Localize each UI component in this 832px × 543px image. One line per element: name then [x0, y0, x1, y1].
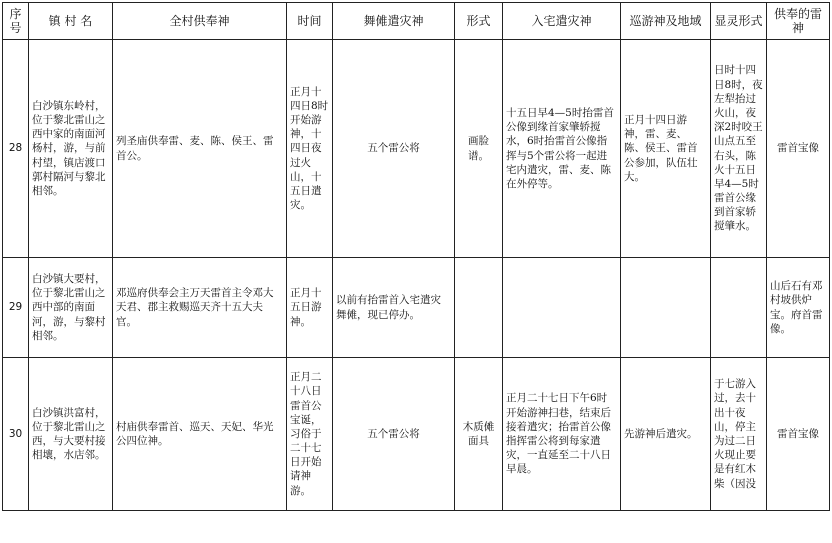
header-thunder: 供奉的雷神: [767, 3, 830, 40]
header-num: 序号: [3, 3, 29, 40]
row-time: 正月二十八日雷首公宝诞，习俗于二十七日开始请神游。: [287, 358, 333, 511]
row-home: 十五日早4—5时抬雷首公像到缘首家肇轿搅水，6时抬雷首公像指挥与5个雷公将一起进宅内遣灾，雷、麦、陈在外停等。: [503, 40, 621, 258]
row-village: 白沙镇大要村，位于黎北雷山之西中部的南面河，游，与黎村相邻。: [29, 258, 113, 358]
row-home: [503, 258, 621, 358]
header-deities: 全村供奉神: [113, 3, 287, 40]
row-manifest: 于七游入过，去十出十夜山，停主为过二日火现止要是有红木柴（因没: [711, 358, 767, 511]
row-manifest: 日时十四日8时，夜左犁抬过火山，夜深2时咬王山点五至右头，陈火十五日早4—5时雷首公缘到首家轿搅肇水。: [711, 40, 767, 258]
header-row: [3, 3, 830, 40]
row-num: 29: [3, 258, 29, 358]
row-deities: 邓巡府供奉会主万天雷首主令邓大天君、郡主救赐巡天齐十五大夫官。: [113, 258, 287, 358]
row-time: 正月十五日游神。: [287, 258, 333, 358]
header-nuo: 舞傩遣灾神: [333, 3, 455, 40]
row-home: 正月二十七日下午6时开始游神扫巷，结束后接着遣灾；抬雷首公像指挥雷公将到每家遣灾，一直延至二十八日早晨。: [503, 358, 621, 511]
row-thunder: 雷首宝像: [767, 358, 830, 511]
row-nuo: 以前有抬雷首入宅遣灾舞傩，现已停办。: [333, 258, 455, 358]
header-village: 镇 村 名: [29, 3, 113, 40]
row-num: 30: [3, 358, 29, 511]
header-home: 入宅遣灾神: [503, 3, 621, 40]
row-manifest: [711, 258, 767, 358]
row-deities: 列圣庙供奉雷、麦、陈、侯王、雷首公。: [113, 40, 287, 258]
row-tour: 正月十四日游神，雷、麦、陈、侯王、雷首公参加，队伍壮大。: [621, 40, 711, 258]
header-tour: 巡游神及地域: [621, 3, 711, 40]
header-form: 形式: [455, 3, 503, 40]
row-form: 画脸谱。: [455, 40, 503, 258]
row-nuo: 五个雷公将: [333, 40, 455, 258]
table-row: [3, 258, 830, 358]
row-deities: 村庙供奉雷首、巡天、天妃、华光公四位神。: [113, 358, 287, 511]
header-manifest: 显灵形式: [711, 3, 767, 40]
row-form: 木质傩面具: [455, 358, 503, 511]
row-village: 白沙镇东岭村，位于黎北雷山之西中家的南面河杨村，游，与前村望，镇店渡口郭村隔河与黎北相邻。: [29, 40, 113, 258]
table-row: [3, 40, 830, 258]
header-time: 时间: [287, 3, 333, 40]
row-tour: [621, 258, 711, 358]
row-thunder: 山后石有邓村坡供炉宝。府首雷像。: [767, 258, 830, 358]
row-time: 正月十四日8时开始游神，十四日夜过火山，十五日遣灾。: [287, 40, 333, 258]
deity-table: [2, 2, 830, 511]
row-thunder: 雷首宝像: [767, 40, 830, 258]
row-nuo: 五个雷公将: [333, 358, 455, 511]
row-form: [455, 258, 503, 358]
row-tour: 先游神后遣灾。: [621, 358, 711, 511]
row-village: 白沙镇洪富村，位于黎北雷山之西，与大要村接相壤，水店邻。: [29, 358, 113, 511]
row-num: 28: [3, 40, 29, 258]
table-row: [3, 358, 830, 511]
